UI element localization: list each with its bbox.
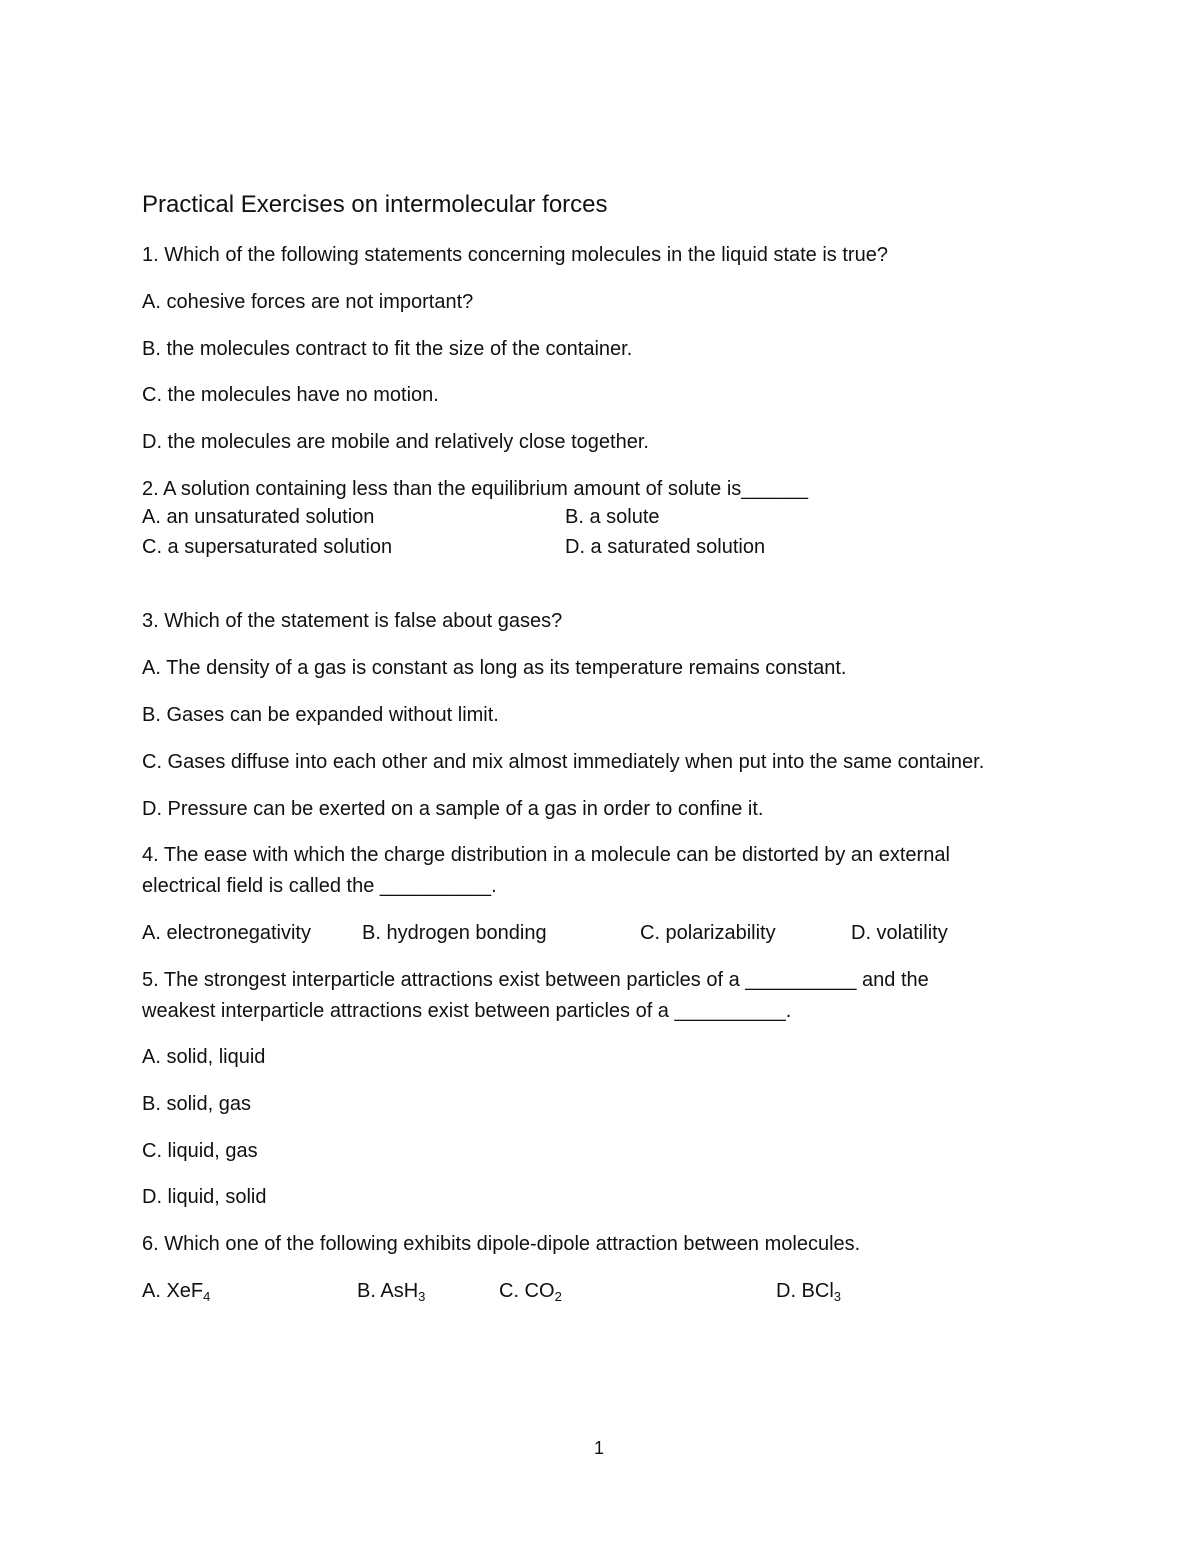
question-2-option-d: D. a saturated solution — [565, 536, 766, 558]
question-1-option-b: B. the molecules contract to fit the size of the container. — [142, 338, 633, 360]
question-1-stem: 1. Which of the following statements concerning molecules in the liquid state is true? — [142, 244, 888, 266]
option-c-subscript: 2 — [554, 1289, 562, 1304]
question-6-option-b — [357, 1279, 425, 1303]
question-5-option-d: D. liquid, solid — [142, 1186, 267, 1208]
question-4-stem-line-2: electrical field is called the __________. — [142, 875, 497, 897]
question-6-option-d — [776, 1279, 841, 1303]
question-4-option-b: B. hydrogen bonding — [362, 922, 547, 944]
option-d-subscript: 3 — [833, 1289, 842, 1304]
option-a-formula: A. XeF — [142, 1280, 204, 1302]
option-c-formula: C. CO — [499, 1280, 555, 1302]
question-5-stem-line-2: weakest interparticle attractions exist between particles of a __________. — [142, 1000, 792, 1022]
question-1-option-d: D. the molecules are mobile and relatively close together. — [142, 431, 649, 453]
question-3-option-c: C. Gases diffuse into each other and mix almost immediately when put into the same container. — [142, 751, 985, 773]
option-b-formula: B. AsH — [357, 1280, 419, 1302]
question-2-stem: 2. A solution containing less than the equilibrium amount of solute is______ — [142, 478, 808, 500]
question-5-option-c: C. liquid, gas — [142, 1140, 258, 1162]
question-6-option-c — [499, 1279, 562, 1303]
question-5-option-a: A. solid, liquid — [142, 1046, 266, 1068]
option-a-subscript: 4 — [203, 1289, 211, 1304]
question-6-stem: 6. Which one of the following exhibits dipole-dipole attraction between molecules. — [142, 1233, 861, 1255]
question-3-option-a: A. The density of a gas is constant as long as its temperature remains constant. — [142, 657, 847, 679]
question-2-option-a: A. an unsaturated solution — [142, 506, 375, 528]
option-b-subscript: 3 — [418, 1289, 426, 1304]
question-3-option-d: D. Pressure can be exerted on a sample of a gas in order to confine it. — [142, 798, 764, 820]
document-title: Practical Exercises on intermolecular forces — [142, 191, 608, 218]
question-3-option-b: B. Gases can be expanded without limit. — [142, 704, 499, 726]
question-4-stem-line-1: 4. The ease with which the charge distribution in a molecule can be distorted by an external — [142, 844, 950, 866]
question-3-stem: 3. Which of the statement is false about gases? — [142, 610, 563, 632]
page-number: 1 — [594, 1438, 605, 1458]
question-2-option-b: B. a solute — [565, 506, 660, 528]
question-1-option-c: C. the molecules have no motion. — [142, 384, 439, 406]
question-5-stem-line-1: 5. The strongest interparticle attractions exist between particles of a __________ and the — [142, 969, 929, 991]
question-5-option-b: B. solid, gas — [142, 1093, 251, 1115]
option-d-formula: D. BCl — [776, 1280, 834, 1302]
question-4-option-d: D. volatility — [851, 922, 948, 944]
question-2-option-c: C. a supersaturated solution — [142, 536, 393, 558]
question-4-option-a: A. electronegativity — [142, 922, 311, 944]
question-4-option-c: C. polarizability — [640, 922, 776, 944]
question-1-option-a: A. cohesive forces are not important? — [142, 291, 474, 313]
question-6-option-a — [142, 1279, 210, 1303]
